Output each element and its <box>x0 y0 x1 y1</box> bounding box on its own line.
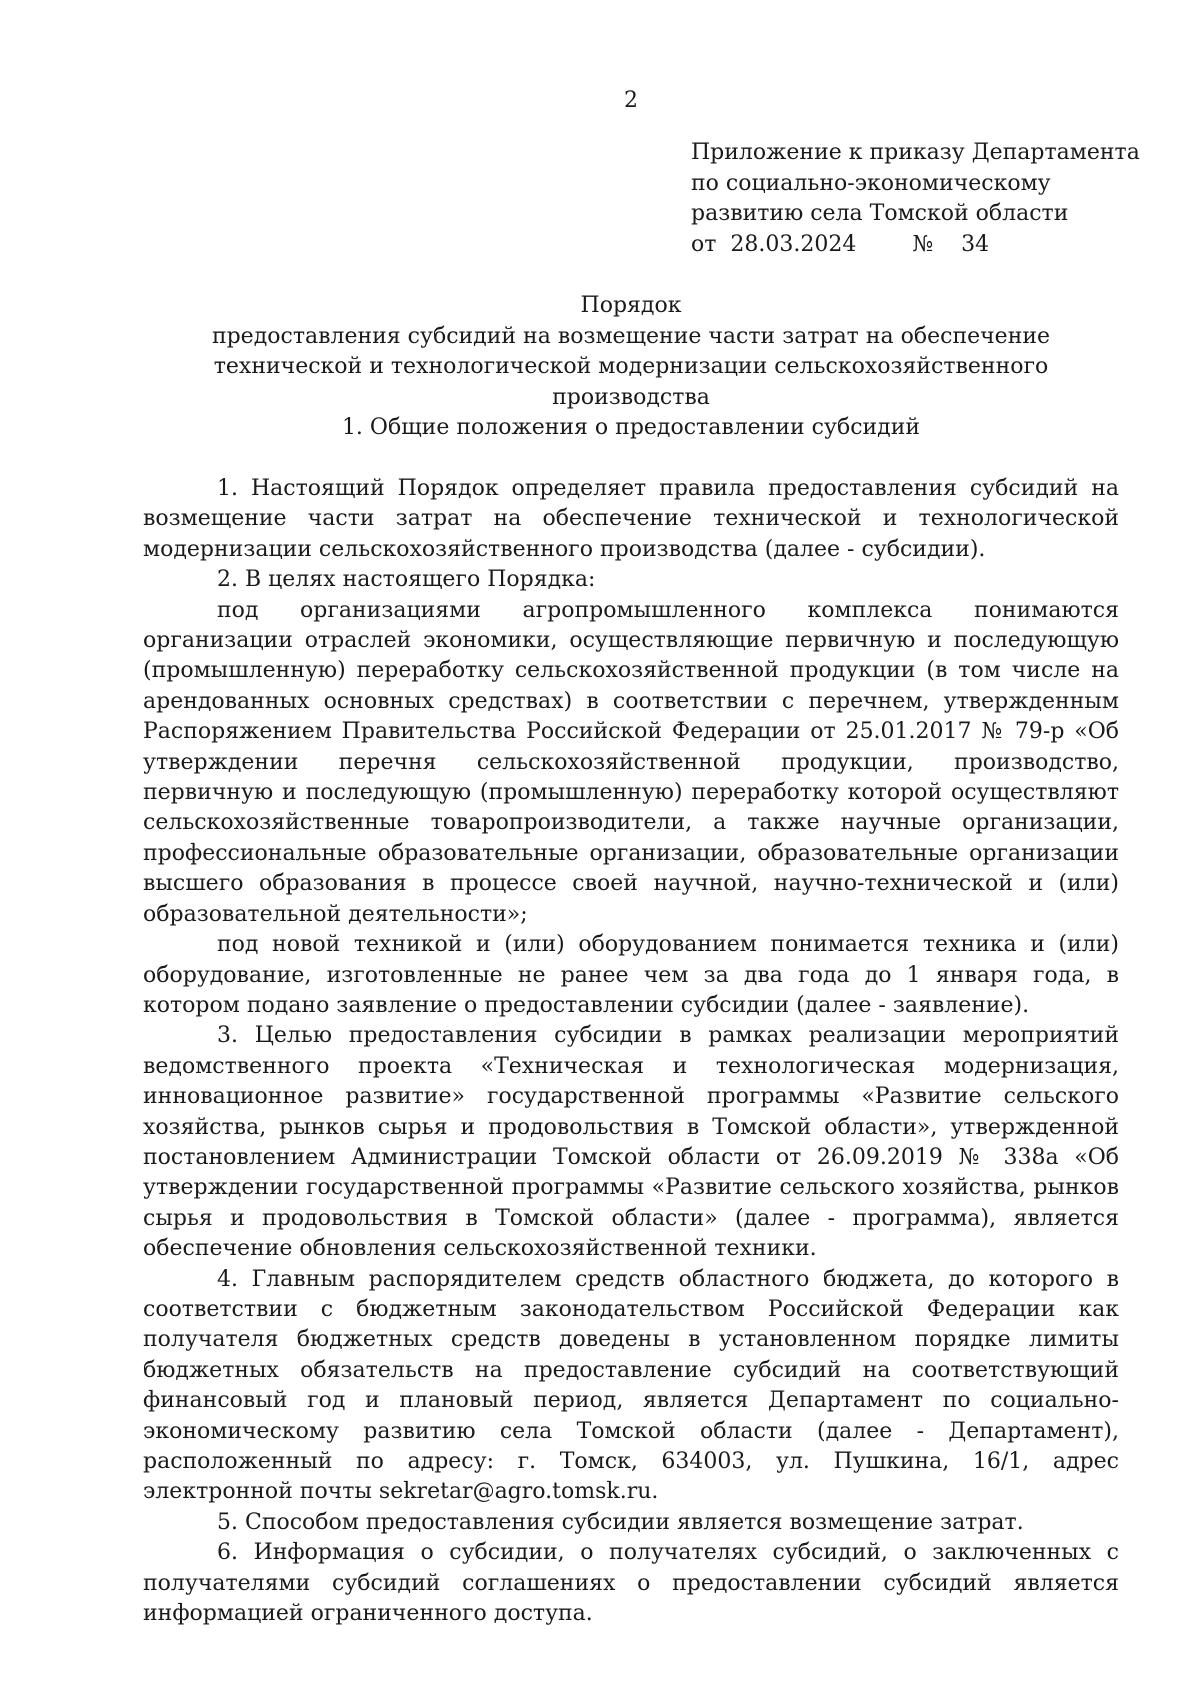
body-text <box>143 474 1119 1629</box>
annex-line-3: развитию села Томской области <box>691 201 1069 226</box>
paragraph-2: 2. В целях настоящего Порядка: <box>217 567 596 593</box>
paragraph-2-definition-new-equipment: под новой техникой и (или) оборудованием понимается техника и (или) оборудование, изготовленные не ранее чем за два года до 1 января года, в котором подано заявление о предоставлении субсидии (далее - заявление). <box>143 932 1119 1018</box>
paragraph-3: 3. Целью предоставления субсидии в рамках реализации мероприятий ведомственного проекта «Техническая и технологическая модернизация, инновационное развитие» государственной программы «Развитие сельского хозяйства, рынков сырья и продовольствия в Томской области», утвержденной постановлением Администрации Томской области от 26.09.2019 № 338а «Об утверждении государственной программы «Развитие сельского хозяйства, рынков сырья и продовольствия в Томской области» (далее - программа), является обеспечение обновления сельскохозяйственной техники. <box>143 1023 1119 1262</box>
paragraph-6: 6. Информация о субсидии, о получателях субсидий, о заключенных с получателями субсидий соглашениях о предоставлении субсидий является информацией ограниченного доступа. <box>143 1540 1119 1627</box>
page-number: 2 <box>624 88 638 113</box>
paragraph-4: 4. Главным распорядителем средств областного бюджета, до которого в соответствии с бюджетным законодательством Российской Федерации как получателя бюджетных средств доведены в установленном порядке лимиты бюджетных обязательств на предоставление субсидий на соответствующий финансовый год и плановый период, является Департамент по социально-экономическому развитию села Томской области (далее - Департамент), расположенный по адресу: г. Томск, 634003, ул. Пушкина, 16/1, адрес электронной почты sekretar@agro.tomsk.ru. <box>143 1266 1119 1505</box>
paragraph-2-definition-agro-organizations: под организациями агропромышленного комплекса понимаются организации отраслей экономики, осуществляющие первичную и последующую (промышленную) переработку сельскохозяйственной продукции (в том числе на арендованных основных средствах) в соответствии с перечнем, утвержденным Распоряжением Правительства Российской Федерации от 25.01.2017 № 79-р «Об утверждении перечня сельскохозяйственной продукции, производство, первичную и последующую (промышленную) переработку которой осуществляют сельскохозяйственные товаропроизводители, а также научные организации, профессиональные образовательные организации, образовательные организации высшего образования в процессе своей научной, научно-технической и (или) образовательной деятельности»; <box>143 597 1119 927</box>
document-title-main: Порядок <box>580 293 682 318</box>
annex-date: 28.03.2024 <box>730 231 857 257</box>
paragraph-1: 1. Настоящий Порядок определяет правила предоставления субсидий на возмещение части затрат на обеспечение технической и технологической модернизации сельскохозяйственного производства (далее - субсидии). <box>143 476 1119 562</box>
document-title <box>143 291 1119 413</box>
section-heading: 1. Общие положения о предоставлении субсидий <box>341 415 921 440</box>
annex-date-prefix: от <box>691 231 717 257</box>
annex-number: 34 <box>961 231 990 257</box>
annex-line-2: по социально-экономическому <box>691 170 1051 196</box>
annex-line-1: Приложение к приказу Департамента <box>691 140 1140 165</box>
paragraph-5: 5. Способом предоставления субсидии является возмещение затрат. <box>217 1509 1024 1535</box>
annex-number-sign: № <box>912 231 934 257</box>
document-subtitle: предоставления субсидий на возмещение части затрат на обеспечение технической и технологической модернизации сельскохозяйственного производства <box>211 323 1051 410</box>
annex-block <box>691 138 1161 260</box>
annex-date-line <box>691 230 1161 261</box>
